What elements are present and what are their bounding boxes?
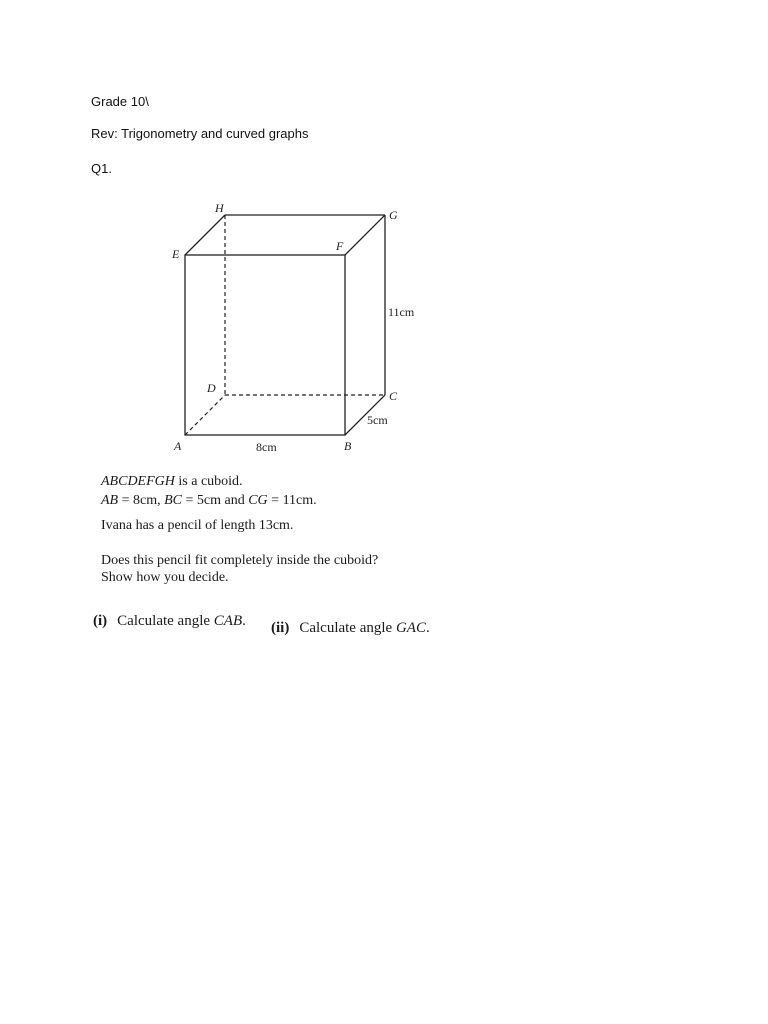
pencil-statement: Ivana has a pencil of length 13cm. bbox=[101, 518, 294, 533]
question-number: Q1. bbox=[91, 161, 112, 176]
part-i-period: . bbox=[242, 613, 246, 629]
cuboid-name: ABCDEFGH bbox=[101, 474, 175, 489]
part-ii bbox=[271, 620, 430, 637]
vertex-label-c: C bbox=[389, 389, 398, 403]
front-face bbox=[185, 255, 345, 435]
edge-fg bbox=[345, 215, 385, 255]
val-bc: = 5cm and bbox=[182, 493, 249, 508]
val-ab: = 8cm, bbox=[118, 493, 165, 508]
grade-heading: Grade 10\ bbox=[91, 94, 149, 109]
vertex-label-e: E bbox=[172, 247, 180, 261]
vertex-label-a: A bbox=[174, 439, 182, 453]
vertex-label-d: D bbox=[207, 381, 216, 395]
dimension-cg-label: 11cm bbox=[388, 305, 415, 319]
val-cg: = 11cm. bbox=[267, 493, 317, 508]
revision-topic: Rev: Trigonometry and curved graphs bbox=[91, 126, 309, 141]
vertex-label-b: B bbox=[344, 439, 352, 453]
part-i-text: Calculate angle bbox=[117, 613, 214, 629]
problem-statement-line-1 bbox=[101, 474, 243, 490]
part-ii-angle: GAC bbox=[395, 620, 426, 636]
edge-ad bbox=[185, 395, 225, 435]
var-bc: BC bbox=[164, 493, 182, 508]
var-ab: AB bbox=[101, 493, 119, 508]
question-show: Show how you decide. bbox=[101, 570, 229, 585]
part-i-angle: CAB bbox=[213, 613, 243, 629]
question-fit: Does this pencil fit completely inside the cuboid? bbox=[101, 553, 379, 568]
part-i bbox=[93, 613, 246, 630]
cuboid-diagram bbox=[160, 195, 440, 460]
part-ii-period: . bbox=[425, 620, 430, 636]
part-ii-text: Calculate angle bbox=[299, 620, 396, 636]
cuboid-description: is a cuboid. bbox=[174, 474, 243, 489]
var-cg: CG bbox=[248, 493, 268, 508]
edge-eh bbox=[185, 215, 225, 255]
part-ii-label: (ii) bbox=[271, 620, 290, 636]
part-i-label: (i) bbox=[93, 613, 108, 629]
dimension-bc-label: 5cm bbox=[367, 413, 388, 427]
vertex-label-f: F bbox=[336, 239, 344, 253]
vertex-label-g: G bbox=[389, 208, 398, 222]
dimension-ab-label: 8cm bbox=[256, 440, 277, 454]
problem-statement-line-2 bbox=[101, 493, 317, 509]
vertex-label-h: H bbox=[215, 201, 224, 215]
